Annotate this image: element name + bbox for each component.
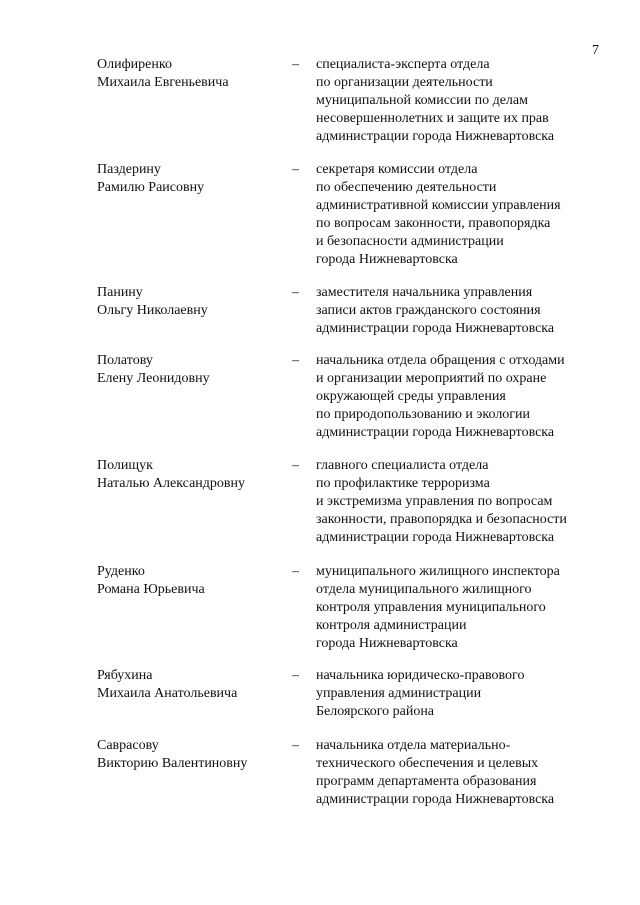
description-line: по обеспечению деятельности (316, 180, 497, 195)
surname: Олифиренко (97, 57, 172, 72)
description-line: по природопользованию и экологии (316, 407, 531, 422)
surname: Саврасову (97, 738, 159, 753)
description-line: несовершеннолетних и защите их прав (316, 111, 549, 126)
description-line: по профилактике терроризма (316, 476, 490, 491)
description-line: записи актов гражданского состояния (316, 303, 541, 318)
dash: – (292, 57, 299, 72)
person-name (97, 56, 282, 92)
person-name (97, 667, 282, 703)
given-names: Рамилю Раисовну (97, 180, 205, 195)
position-description (316, 457, 616, 547)
person-name (97, 563, 282, 599)
description-line: и организации мероприятий по охране (316, 371, 547, 386)
dash: – (292, 668, 299, 683)
description-line: администрации города Нижневартовска (316, 792, 555, 807)
description-line: по организации деятельности (316, 75, 493, 90)
dash: – (292, 353, 299, 368)
description-line: администрации города Нижневартовска (316, 129, 555, 144)
dash: – (292, 564, 299, 579)
description-line: и экстремизма управления по вопросам (316, 494, 553, 509)
description-line: специалиста-эксперта отдела (316, 57, 490, 72)
dash: – (292, 458, 299, 473)
position-description (316, 352, 616, 442)
position-description (316, 737, 616, 809)
description-line: технического обеспечения и целевых (316, 756, 539, 771)
description-line: начальника отдела обращения с отходами (316, 353, 565, 368)
description-line: города Нижневартовска (316, 636, 458, 651)
dash: – (292, 285, 299, 300)
page-number: 7 (592, 43, 599, 58)
position-description (316, 284, 616, 338)
dash: – (292, 738, 299, 753)
description-line: отдела муниципального жилищного (316, 582, 532, 597)
description-line: управления администрации (316, 686, 482, 701)
description-line: контроля управления муниципального (316, 600, 546, 615)
description-line: программ департамента образования (316, 774, 537, 789)
position-description (316, 563, 616, 653)
description-line: заместителя начальника управления (316, 285, 533, 300)
description-line: административной комиссии управления (316, 198, 561, 213)
description-line: города Нижневартовска (316, 252, 458, 267)
surname: Полатову (97, 353, 153, 368)
given-names: Михаила Анатольевича (97, 686, 238, 701)
description-line: муниципальной комиссии по делам (316, 93, 528, 108)
surname: Панину (97, 285, 143, 300)
given-names: Михаила Евгеньевича (97, 75, 229, 90)
given-names: Наталью Александровну (97, 476, 245, 491)
surname: Рябухина (97, 668, 153, 683)
description-line: начальника юридическо-правового (316, 668, 525, 683)
dash: – (292, 162, 299, 177)
description-line: по вопросам законности, правопорядка (316, 216, 551, 231)
given-names: Викторию Валентиновну (97, 756, 248, 771)
description-line: контроля администрации (316, 618, 467, 633)
person-name (97, 284, 282, 320)
description-line: администрации города Нижневартовска (316, 530, 555, 545)
surname: Паздерину (97, 162, 161, 177)
person-name (97, 457, 282, 493)
position-description (316, 161, 616, 269)
description-line: главного специалиста отдела (316, 458, 489, 473)
position-description (316, 667, 616, 721)
description-line: администрации города Нижневартовска (316, 321, 555, 336)
surname: Полищук (97, 458, 153, 473)
description-line: администрации города Нижневартовска (316, 425, 555, 440)
description-line: секретаря комиссии отдела (316, 162, 478, 177)
person-name (97, 161, 282, 197)
description-line: муниципального жилищного инспектора (316, 564, 560, 579)
description-line: окружающей среды управления (316, 389, 506, 404)
description-line: и безопасности администрации (316, 234, 504, 249)
given-names: Романа Юрьевича (97, 582, 205, 597)
given-names: Ольгу Николаевну (97, 303, 208, 318)
person-name (97, 737, 282, 773)
position-description (316, 56, 616, 146)
given-names: Елену Леонидовну (97, 371, 210, 386)
description-line: законности, правопорядка и безопасности (316, 512, 567, 527)
description-line: начальника отдела материально- (316, 738, 511, 753)
description-line: Белоярского района (316, 704, 435, 719)
surname: Руденко (97, 564, 145, 579)
person-name (97, 352, 282, 388)
